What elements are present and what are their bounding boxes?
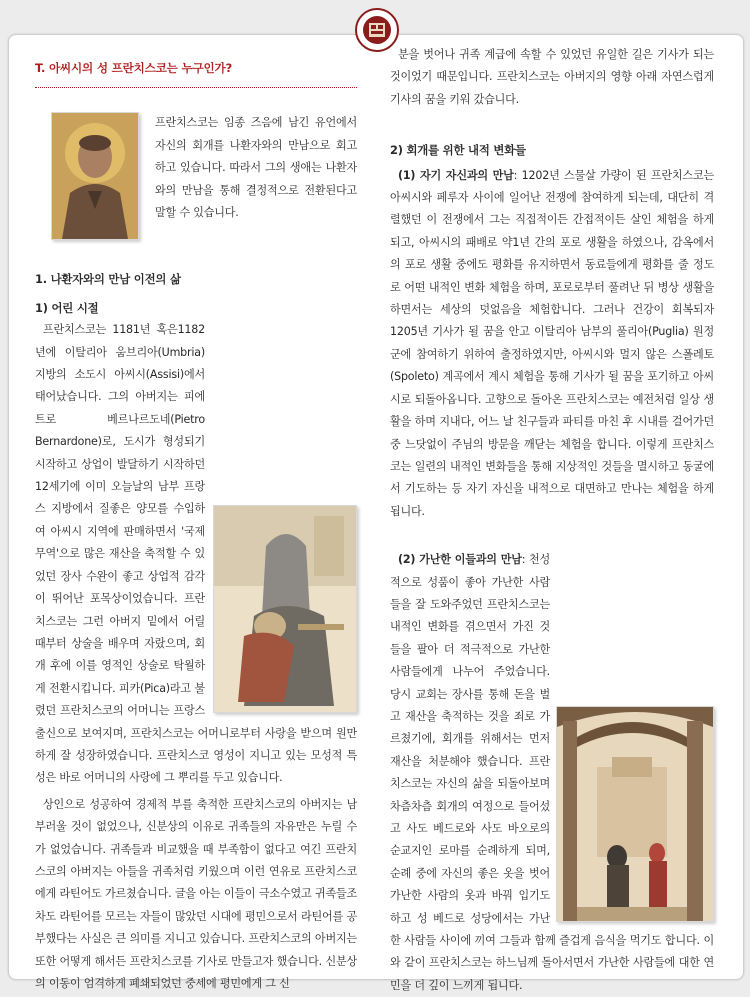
right-column [390,44,714,997]
left-column [35,50,357,995]
continuation-paragraph: 분을 벗어나 귀족 계급에 속할 수 있었던 유일한 길은 기사가 되는 것이었기 때문입니다. 프란치스코는 아버지의 영향 아래 자연스럽게 기사의 꿈을 키워 갔습니다. [390,48,714,106]
subsection-heading: 1) 어린 시절 [35,300,99,315]
subsection-heading-2: 2) 회개를 위한 내적 변화들 [390,143,526,158]
self-encounter-paragraph [390,165,714,524]
section-heading: 1. 나환자와의 만남 이전의 삶 [35,272,181,287]
rome-pilgrimage-painting [556,706,714,922]
mother-and-child-painting [213,505,357,713]
childhood-paragraph: 프란치스코는 1181년 혹은1182년에 이탈리아 움브리아(Umbria) 지방의 소도시 아씨시(Assisi)에서 태어났습니다. 그의 아버지는 피에트로 베르나르도네(Pietro Bernardone)로, 도시가 형성되기 시작하고 상업이 발달하기 시작하던 12세기에 이미 오늘날의 남부 프랑스 지방에서 질좋은 양모를 수입하여 아씨시 지역에 판매하면서 '국제 무역'으로 많은 재산을 축적할 수 있었던 장사 수완이 좋고 상업적 감각이 뛰어난 포목상이었습니다. 프란치스코는 그런 아버지 밑에서 어릴 때부터 상술을 배우며 자랐으며, 회개 후에 이를 영적인 상술로 탁월하게 전환시킵니다. 피카(Pica)라고 불렸던 프란치스코의 어머니는 프랑스 출신으로 보여지며, 프란치스코는 어머니로부터 사랑을 받으며 원만하게 잘 성장하였습니다. 프란치스코 영성이 지니고 있는 모성적 특성은 바로 어머니의 사랑에 그 뿌리를 두고 있습니다. [35,323,357,785]
father-paragraph: 상인으로 성공하여 경제적 부를 축적한 프란치스코의 아버지는 남 부러울 것이 없었으나, 신분상의 이유로 귀족들의 자유만은 누릴 수가 없었습니다. 귀족들과 비교했을 때 부족함이 없다고 여긴 프란치스코의 아버지는 아들을 귀족처럼 키웠으며 이런 연유로 프란치스코에게 라틴어도 가르쳤습니다. 글을 아는 이들이 극소수였고 귀족들조차도 라틴어를 모르는 자들이 많았던 시대에 평민으로서 라틴어를 공부했다는 사실은 큰 의미를 지니고 있습니다. 프란치스코의 아버지는 또한 어떻게 해서든 프란치스코를 기사로 만들고자 했습니다. 신분상의 이동이 엄격하게 폐쇄되었던 중세에 평민에게 그 신 [35,797,357,990]
poor-encounter-text: : 천성적으로 성품이 좋아 가난한 사람들을 잘 도와주었던 프란치스코는 내적인 변화를 겪으면서 가진 것들을 팔아 더 적극적으로 가난한 사람들에게 나누어 주었습니다. 당시 교회는 장사를 통해 돈을 벌고 재산을 축적하는 것을 죄로 가르쳤기에, 회개를 위해서는 먼저 재산을 처분해야 했습니다. 프란치스코는 자신의 삶을 되돌아보며 차츰차츰 회개의 여정으로 들어섰고 사도 베드로와 사도 바오로의 순교지인 로마를 순례하게 되며, 순례 중에 자신의 좋은 옷을 벗어 가난한 사람의 옷과 바꿔 입기도 하고 성 베드로 성당에서는 가난한 사람들 사이에 끼여 그들과 함께 즐겁게 음식을 먹기도 합니다. 이와 같이 프란치스코는 하느님께 돌아서면서 가난한 사람들에 대한 연민을 더 깊이 느끼게 됩니다. [390,553,714,992]
francis-portrait [51,112,139,240]
self-encounter-label: (1) 자기 자신과의 만남 [398,168,514,182]
page-title: T. 아씨시의 성 프란치스코는 누구인가? [35,57,357,88]
poor-encounter-label: (2) 가난한 이들과의 만남 [398,553,522,567]
emblem-icon [355,8,399,52]
self-encounter-text: : 1202년 스물살 가량이 된 프란치스코는 아씨시와 페루자 사이에 일어난 전쟁에 참여하게 되는데, 대단히 격렬했던 이 전쟁에서 그는 직접적이든 간접적이든 살인 체험을 하게 되고, 아씨시의 패배로 약1년 간의 포로 생활을 하였으나, 감옥에서의 포로 생활 중에도 평화를 유지하면서 동료들에게 평화를 줄 정도로 어떤 내적인 변화 체험을 하며, 포로로부터 풀려난 뒤 병상 생활을 하면서는 세상의 덧없음을 체험합니다. 그러나 건강이 회복되자 1205년 기사가 될 꿈을 안고 이탈리아 남부의 풀리아(Puglia) 원정군에 참여하기 위하여 출정하였지만, 아씨시와 멀지 않은 스폴레토(Spoleto) 계곡에서 계시 체험을 통해 기사가 될 꿈을 포기하고 아씨시로 되돌아옵니다. 고향으로 돌아온 프란치스코는 예전처럼 일상 생활을 하며 지내다, 어느 날 친구들과 파티를 마친 후 시내를 걸어가던 중 느닷없이 주님의 방문을 깨닫는 체험을 합니다. 이렇게 프란치스코는 일련의 내적인 변화들을 통해 지상적인 것들을 멸시하고 동굴에서 기도하는 등 자기 자신을 내적으로 대면하고 만나는 체험을 하게 됩니다. [390,168,714,518]
intro-text: 프란치스코는 임종 즈음에 남긴 유언에서 자신의 회개를 나환자와의 만남으로 회고하고 있습니다. 따라서 그의 생애는 나환자와의 만남을 통해 결정적으로 전환된다고 말할 수 있습니다. [155,116,357,220]
intro-block [35,102,357,244]
